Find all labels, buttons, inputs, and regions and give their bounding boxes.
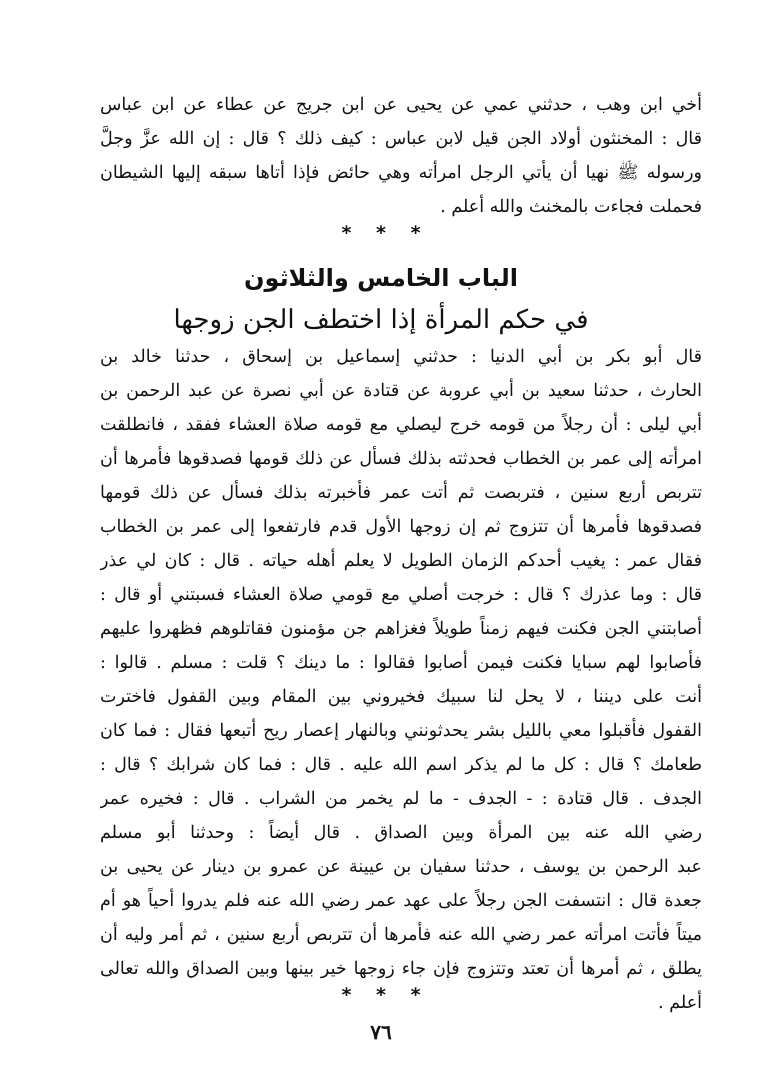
- text-line: امرأته إلى عمر بن الخطاب فحدثته بذلك فسأل عن ذلك قومها فصدقوها فأمرها أن: [100, 449, 702, 469]
- text-line: ميتاً فأتت امرأته عمر رضي الله عنه فأمرها أن تتربص أربع سنين ، ثم أمر وليه أن: [100, 925, 702, 945]
- text-line: الجدف . قال قتادة : - الجدف - ما لم يخمر من الشراب . قال : فخيره عمر: [100, 789, 702, 809]
- text-line: الحارث ، حدثنا سعيد بن أبي عروبة عن قتادة عن أبي نصرة عن عبد الرحمن بن: [100, 381, 702, 401]
- section-separator: * * *: [341, 222, 421, 244]
- text-line: أنت على ديننا ، لا يحل لنا سبيك فخيروني بين المقام وبين القفول فاخترت: [100, 687, 702, 707]
- text-line: أبي ليلى : أن رجلاً من قومه خرج ليصلي مع قومه صلاة العشاء ففقد ، فانطلقت: [100, 415, 702, 435]
- text-line: فصدقوها فأمرها أن تتزوج ثم إن زوجها الأول قدم فارتفعوا إلى عمر بن الخطاب: [100, 517, 702, 537]
- text-line: يطلق ، ثم أمرها أن تعتد وتتزوج فإن جاء زوجها خير بينها وبين الصداق والله تعالى: [100, 959, 702, 979]
- text-line: ورسوله ﷺ نهيا أن يأتي الرجل امرأته وهي حائض فإذا أتاها سبقه إليها الشيطان: [100, 163, 702, 183]
- chapter-title: الباب الخامس والثلاثون: [244, 264, 518, 292]
- text-line: قال أبو بكر بن أبي الدنيا : حدثني إسماعيل بن إسحاق ، حدثنا خالد بن: [100, 347, 702, 367]
- text-line: تتربص أربع سنين ، فتربصت ثم أتت عمر فأخبرته بذلك فسأل عن ذلك قومها: [100, 483, 702, 503]
- text-line: فحملت فجاءت بالمخنث والله أعلم .: [440, 197, 702, 217]
- end-separator: * * *: [341, 984, 421, 1006]
- main-paragraph: [100, 340, 702, 1020]
- top-paragraph: [100, 88, 702, 224]
- text-line: فقال عمر : يغيب أحدكم الزمان الطويل لا يعلم أهله حياته . قال : كان لي عذر: [100, 551, 702, 571]
- text-line: رضي الله عنه بين المرأة وبين الصداق . قال أيضاً : وحدثنا أبو مسلم: [100, 823, 702, 843]
- text-line: أصابتني الجن فكنت فيهم زمناً طويلاً فغزاهم جن مؤمنون فقاتلوهم فظهروا عليهم: [100, 619, 702, 639]
- text-line: أخي ابن وهب ، حدثني عمي عن يحيى عن ابن جريج عن عطاء عن ابن عباس: [100, 95, 702, 115]
- text-line: قال : وما عذرك ؟ قال : خرجت أصلي مع قومي صلاة العشاء فسبتني أو قال :: [100, 585, 702, 605]
- text-line: فأصابوا لهم سبايا فكنت فيمن أصابوا فقالوا : ما دينك ؟ قلت : مسلم . قالوا :: [100, 653, 702, 673]
- chapter-subtitle: في حكم المرأة إذا اختطف الجن زوجها: [173, 305, 589, 335]
- text-line: عبد الرحمن بن يوسف ، حدثنا سفيان بن عيينة عن عمرو بن دينار عن يحيى بن: [100, 857, 702, 877]
- text-line: أعلم .: [658, 993, 702, 1013]
- text-line: قال : المخنثون أولاد الجن قيل لابن عباس : كيف ذلك ؟ قال : إن الله عزَّ وجلَّ: [100, 129, 702, 149]
- text-line: القفول فأقبلوا معي بالليل بشر يحدثونني وبالنهار إعصار ريح أتبعها فقال : فما كان: [100, 721, 702, 741]
- text-line: طعامك ؟ قال : كل ما لم يذكر اسم الله عليه . قال : فما كان شرابك ؟ قال :: [100, 755, 702, 775]
- page-number: ٧٦: [370, 1020, 392, 1044]
- text-line: جعدة قال : انتسفت الجن رجلاً على عهد عمر رضي الله عنه فلم يدروا أحياً هو أم: [100, 891, 702, 911]
